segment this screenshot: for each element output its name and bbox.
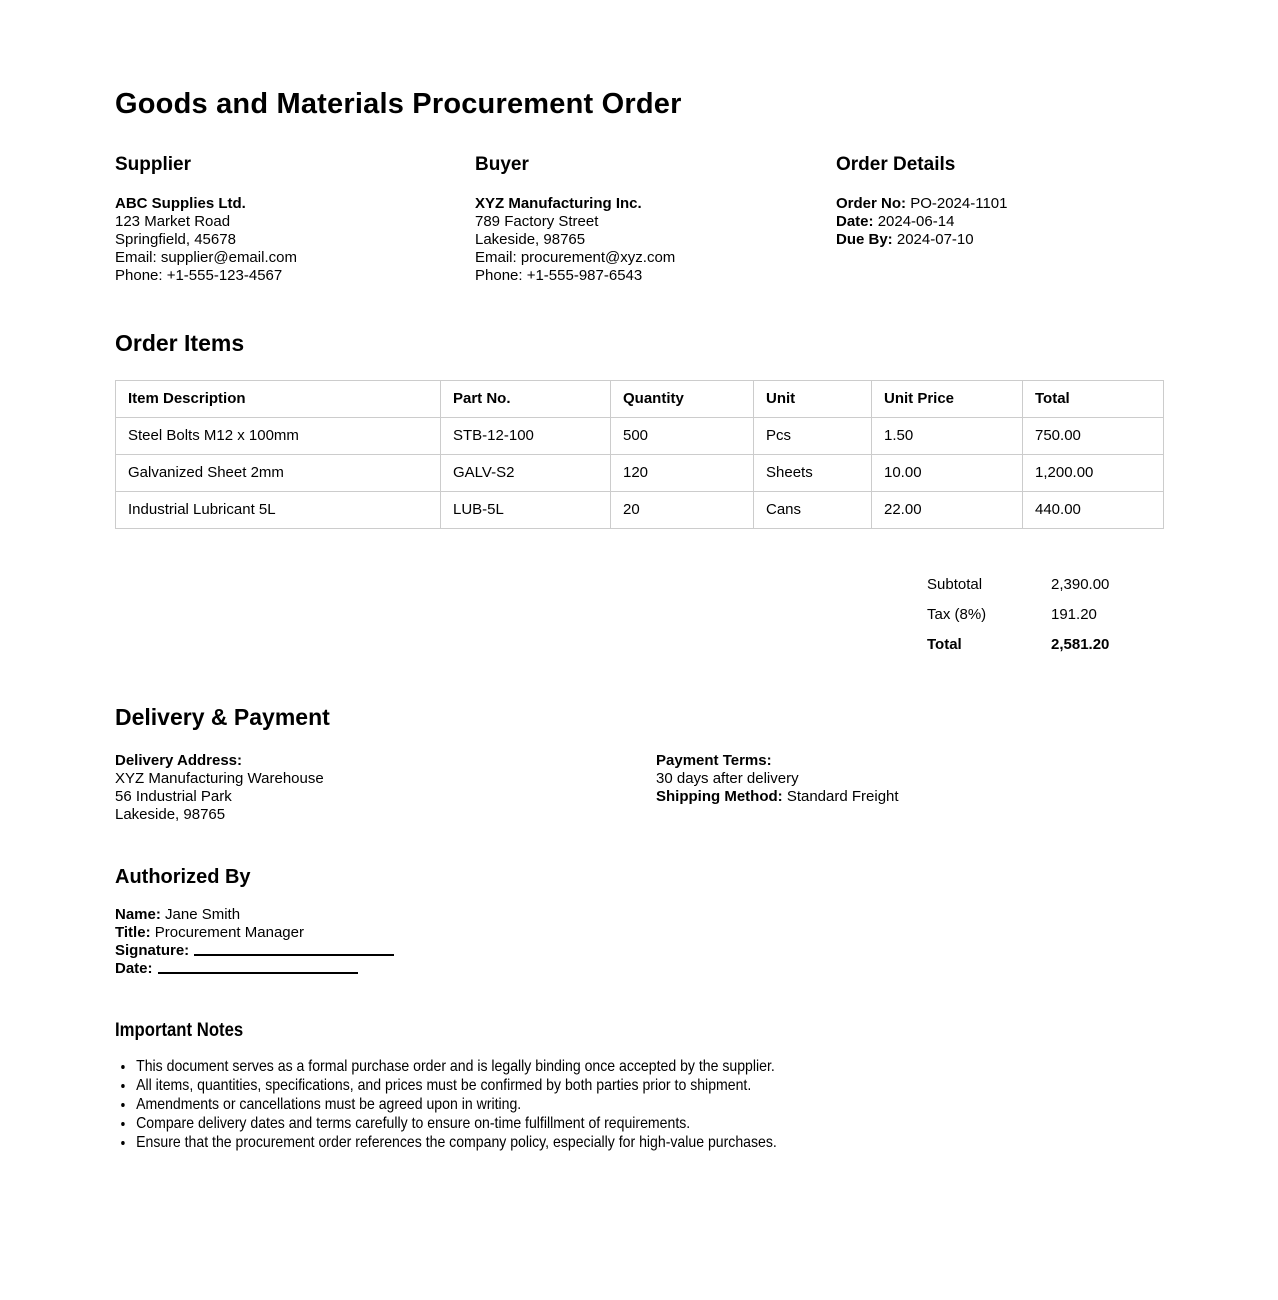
supplier-heading: Supplier	[115, 154, 192, 176]
delivery-address-line: XYZ Manufacturing Warehouse	[115, 770, 324, 788]
order-details-heading: Order Details	[836, 154, 956, 176]
cell-unit-price: 22.00	[872, 492, 1023, 529]
cell-part-no: GALV-S2	[441, 455, 611, 492]
authorized-title-line	[115, 924, 1163, 942]
delivery-payment-section	[115, 752, 1163, 824]
subtotal-value: 2,390.00	[1051, 575, 1110, 593]
supplier-phone: Phone: +1-555-123-4567	[115, 267, 283, 285]
tax-row	[927, 599, 1117, 629]
grand-total-label: Total	[927, 635, 962, 653]
date-line	[115, 960, 1163, 978]
grand-total-row	[927, 629, 1117, 659]
order-due-value: 2024-07-10	[896, 231, 974, 249]
col-header-unit-price: Unit Price	[872, 381, 1023, 418]
order-date-line	[836, 213, 1163, 231]
cell-total: 1,200.00	[1023, 455, 1164, 492]
cell-unit: Sheets	[754, 455, 872, 492]
cell-quantity: 20	[611, 492, 754, 529]
date-blank-line	[158, 962, 358, 974]
shipping-method-value: Standard Freight	[786, 788, 899, 806]
important-notes-list	[115, 1057, 907, 1152]
table-row	[116, 455, 1164, 492]
authorized-title-value: Procurement Manager	[154, 924, 304, 942]
buyer-phone: Phone: +1-555-987-6543	[475, 267, 643, 285]
supplier-address-line: 123 Market Road	[115, 213, 231, 231]
shipping-method-label: Shipping Method:	[656, 788, 783, 806]
important-notes-section	[115, 1020, 907, 1152]
tax-value: 191.20	[1051, 605, 1097, 623]
note-item: • Compare delivery dates and terms carefully to ensure on-time fulfillment of requirements.	[134, 1114, 907, 1133]
page-title: Goods and Materials Procurement Order	[115, 88, 682, 120]
note-item: • All items, quantities, specifications, and prices must be confirmed by both parties prior to shipment.	[134, 1076, 907, 1095]
cell-unit: Cans	[754, 492, 872, 529]
signature-label: Signature:	[115, 942, 190, 960]
col-header-total: Total	[1023, 381, 1164, 418]
cell-item-description: Industrial Lubricant 5L	[116, 492, 441, 529]
cell-unit-price: 1.50	[872, 418, 1023, 455]
buyer-address-line: Lakeside, 98765	[475, 231, 586, 249]
tax-label: Tax (8%)	[927, 605, 987, 623]
col-header-part-no: Part No.	[441, 381, 611, 418]
subtotal-row	[927, 569, 1117, 599]
buyer-heading: Buyer	[475, 154, 529, 176]
table-header-row	[116, 381, 1164, 418]
authorized-title-label: Title:	[115, 924, 151, 942]
cell-quantity: 120	[611, 455, 754, 492]
order-items-heading: Order Items	[115, 330, 245, 357]
order-date-label: Date:	[836, 213, 874, 231]
authorized-name-value: Jane Smith	[165, 906, 241, 924]
parties-section	[115, 154, 1163, 285]
signature-blank-line	[194, 944, 394, 956]
payment-terms-value: 30 days after delivery	[656, 770, 799, 788]
note-item: • Ensure that the procurement order references the company policy, especially for high-value purchases.	[134, 1133, 907, 1152]
supplier-email: Email: supplier@email.com	[115, 249, 297, 267]
cell-part-no: LUB-5L	[441, 492, 611, 529]
buyer-email: Email: procurement@xyz.com	[475, 249, 676, 267]
cell-total: 750.00	[1023, 418, 1164, 455]
cell-item-description: Steel Bolts M12 x 100mm	[116, 418, 441, 455]
supplier-address-line: Springfield, 45678	[115, 231, 236, 249]
order-items-table	[115, 380, 1164, 529]
cell-item-description: Galvanized Sheet 2mm	[116, 455, 441, 492]
cell-unit-price: 10.00	[872, 455, 1023, 492]
totals-summary	[927, 569, 1117, 659]
subtotal-label: Subtotal	[927, 575, 983, 593]
delivery-address-line: Lakeside, 98765	[115, 806, 226, 824]
cell-total: 440.00	[1023, 492, 1164, 529]
authorized-by-heading: Authorized By	[115, 866, 251, 889]
cell-unit: Pcs	[754, 418, 872, 455]
important-notes-heading: Important Notes	[115, 1020, 244, 1042]
order-details-section	[836, 154, 1163, 285]
table-row	[116, 418, 1164, 455]
order-date-value: 2024-06-14	[877, 213, 955, 231]
signature-line	[115, 942, 1163, 960]
order-number-value: PO-2024-1101	[910, 195, 1008, 213]
authorized-name-line	[115, 906, 1163, 924]
payment-terms-block	[656, 752, 1163, 824]
date-label: Date:	[115, 960, 153, 978]
note-item: • Amendments or cancellations must be agreed upon in writing.	[134, 1095, 907, 1114]
delivery-address-line: 56 Industrial Park	[115, 788, 232, 806]
delivery-payment-heading: Delivery & Payment	[115, 704, 330, 731]
buyer-name: XYZ Manufacturing Inc.	[475, 195, 642, 213]
col-header-quantity: Quantity	[611, 381, 754, 418]
col-header-item-description: Item Description	[116, 381, 441, 418]
buyer-address-line: 789 Factory Street	[475, 213, 599, 231]
cell-quantity: 500	[611, 418, 754, 455]
col-header-unit: Unit	[754, 381, 872, 418]
payment-terms-label: Payment Terms:	[656, 752, 772, 770]
grand-total-value: 2,581.20	[1051, 635, 1110, 653]
supplier-name: ABC Supplies Ltd.	[115, 195, 246, 213]
order-number-line	[836, 195, 1163, 213]
authorized-name-label: Name:	[115, 906, 161, 924]
order-due-label: Due By:	[836, 231, 893, 249]
note-item: • This document serves as a formal purchase order and is legally binding once accepted by the supplier.	[134, 1057, 907, 1076]
order-number-label: Order No:	[836, 195, 907, 213]
shipping-method-line	[656, 788, 1163, 806]
delivery-address-label: Delivery Address:	[115, 752, 243, 770]
delivery-address-block	[115, 752, 656, 824]
table-row	[116, 492, 1164, 529]
authorized-by-block	[115, 906, 1163, 978]
cell-part-no: STB-12-100	[441, 418, 611, 455]
supplier-section	[115, 154, 475, 285]
order-due-line	[836, 231, 1163, 249]
buyer-section	[475, 154, 836, 285]
